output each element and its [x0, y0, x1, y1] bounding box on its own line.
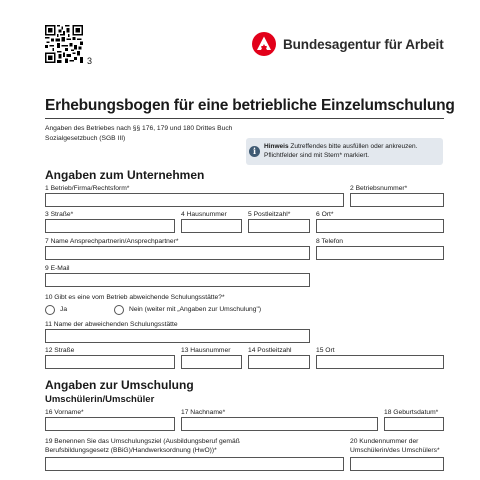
label-first-name: 16 Vorname* [45, 409, 84, 416]
label-training-site-name: 11 Name der abweichenden Schulungsstätte [45, 321, 178, 328]
retraining-goal-input[interactable] [45, 457, 344, 471]
title-divider [45, 118, 444, 119]
label-city: 6 Ort* [316, 211, 334, 218]
label-birth-date: 18 Geburtsdatum* [384, 409, 439, 416]
label-site-house-number: 13 Hausnummer [181, 347, 231, 354]
label-site-city: 15 Ort [316, 347, 335, 354]
section-heading-retraining: Angaben zur Umschulung [45, 378, 194, 392]
brand-logo [252, 32, 444, 56]
page-number: 3 [87, 56, 93, 66]
subsection-heading-trainee: Umschülerin/Umschüler [45, 394, 155, 405]
radio-yes-label: Ja [60, 306, 68, 313]
hint-body: Zutreffendes bitte ausfüllen oder ankreuzen. Pflichtfelder sind mit Stern* markiert. [264, 143, 418, 159]
section-heading-company: Angaben zum Unternehmen [45, 168, 205, 182]
training-site-name-input[interactable] [45, 329, 310, 343]
radio-no[interactable] [114, 305, 124, 315]
label-phone: 8 Telefon [316, 238, 344, 245]
label-postal-code: 5 Postleitzahl* [248, 211, 291, 218]
company-number-input[interactable] [350, 193, 444, 207]
hint-box [246, 138, 443, 165]
company-name-input[interactable] [45, 193, 344, 207]
form-subtitle: Angaben des Betriebes nach §§ 176, 179 und 180 Drittes Buch Sozialgesetzbuch (SGB III) [45, 125, 233, 142]
email-input[interactable] [45, 273, 310, 287]
city-input[interactable] [316, 219, 444, 233]
radio-yes[interactable] [45, 305, 55, 315]
street-input[interactable] [45, 219, 175, 233]
house-number-input[interactable] [181, 219, 242, 233]
label-customer-number: 20 Kundennummer der Umschülerin/des Umschülers* [350, 438, 440, 454]
label-other-training-site: 10 Gibt es eine vom Betrieb abweichende Schulungsstätte?* [45, 294, 225, 301]
label-house-number: 4 Hausnummer [181, 211, 227, 218]
qr-code [45, 25, 83, 63]
site-house-number-input[interactable] [181, 355, 242, 369]
label-street: 3 Straße* [45, 211, 74, 218]
first-name-input[interactable] [45, 417, 175, 431]
label-contact-person: 7 Name Ansprechpartnerin/Ansprechpartner* [45, 238, 179, 245]
hint-text [264, 142, 440, 160]
label-site-street: 12 Straße [45, 347, 75, 354]
label-company-number: 2 Betriebsnummer* [350, 185, 408, 192]
hint-heading: Hinweis [264, 143, 289, 150]
phone-input[interactable] [316, 246, 444, 260]
customer-number-input[interactable] [350, 457, 444, 471]
radio-no-label: Nein (weiter mit „Angaben zur Umschulung") [129, 306, 262, 313]
agency-logo-icon [252, 32, 276, 56]
birth-date-input[interactable] [384, 417, 444, 431]
postal-code-input[interactable] [248, 219, 310, 233]
label-last-name: 17 Nachname* [181, 409, 226, 416]
label-site-postal-code: 14 Postleitzahl [248, 347, 292, 354]
contact-person-input[interactable] [45, 246, 310, 260]
label-email: 9 E-Mail [45, 265, 70, 272]
label-retraining-goal: 19 Benennen Sie das Umschulungsziel (Ausbildungsberuf gemäß Berufsbildungsgesetz (BBiG)/Handwerksordnung (HwO))* [45, 438, 240, 454]
brand-name: Bundesagentur für Arbeit [283, 36, 444, 52]
form-title: Erhebungsbogen für eine betriebliche Einzelumschulung [45, 97, 455, 114]
label-company-name: 1 Betrieb/Firma/Rechtsform* [45, 185, 130, 192]
site-street-input[interactable] [45, 355, 175, 369]
site-postal-code-input[interactable] [248, 355, 310, 369]
info-icon: i [249, 146, 260, 157]
site-city-input[interactable] [316, 355, 444, 369]
last-name-input[interactable] [181, 417, 378, 431]
